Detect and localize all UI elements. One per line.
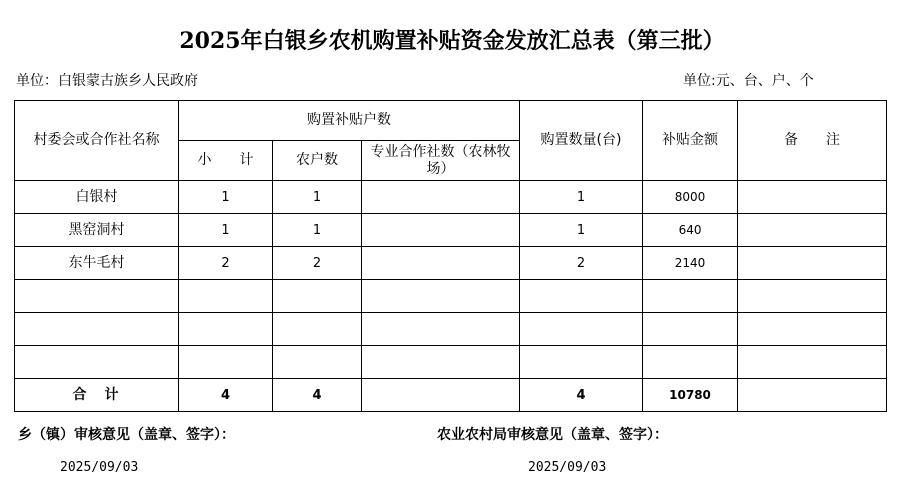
- cell-subtotal: [179, 346, 273, 379]
- total-coop: [362, 379, 520, 412]
- cell-amount: 640: [643, 214, 738, 247]
- table-row: [15, 313, 887, 346]
- cell-subtotal: 1: [179, 214, 273, 247]
- total-amount: 10780: [643, 379, 738, 412]
- header-subtotal: 小 计: [179, 141, 273, 181]
- total-label: 合 计: [15, 379, 179, 412]
- cell-amount: [643, 346, 738, 379]
- cell-coop: [362, 313, 520, 346]
- total-subtotal: 4: [179, 379, 273, 412]
- cell-qty: 2: [520, 247, 643, 280]
- header-quantity: 购置数量(台): [520, 101, 643, 181]
- cell-name: 黑窑洞村: [15, 214, 179, 247]
- header-name: 村委会或合作社名称: [15, 101, 179, 181]
- cell-amount: [643, 280, 738, 313]
- cell-remark: [738, 346, 887, 379]
- cell-coop: [362, 346, 520, 379]
- cell-coop: [362, 247, 520, 280]
- cell-remark: [738, 280, 887, 313]
- cell-amount: [643, 313, 738, 346]
- total-remark: [738, 379, 887, 412]
- cell-farmers: 1: [273, 214, 362, 247]
- cell-qty: 1: [520, 181, 643, 214]
- cell-remark: [738, 181, 887, 214]
- township-review-label: 乡（镇）审核意见（盖章、签字）：: [18, 427, 235, 443]
- cell-name: [15, 346, 179, 379]
- cell-name: 白银村: [15, 181, 179, 214]
- page-title: 2025年白银乡农机购置补贴资金发放汇总表（第三批）: [179, 28, 725, 54]
- cell-name: [15, 280, 179, 313]
- cell-qty: [520, 346, 643, 379]
- cell-remark: [738, 247, 887, 280]
- table-row: [15, 247, 887, 280]
- unit-label-left: 单位：白银蒙古族乡人民政府: [16, 73, 198, 89]
- cell-coop: [362, 181, 520, 214]
- cell-subtotal: 1: [179, 181, 273, 214]
- table-row: [15, 280, 887, 313]
- cell-qty: [520, 313, 643, 346]
- agri-bureau-date: 2025/09/03: [528, 460, 607, 475]
- table-row: [15, 214, 887, 247]
- cell-farmers: [273, 313, 362, 346]
- header-farmers: 农户数: [273, 141, 362, 181]
- township-date: 2025/09/03: [60, 460, 139, 475]
- cell-qty: [520, 280, 643, 313]
- total-qty: 4: [520, 379, 643, 412]
- table-row: [15, 346, 887, 379]
- cell-remark: [738, 214, 887, 247]
- cell-coop: [362, 214, 520, 247]
- unit-label-right: 单位:元、台、户、个: [683, 73, 814, 89]
- header-cooperatives: 专业合作社数（农林牧场）: [362, 141, 520, 181]
- cell-qty: 1: [520, 214, 643, 247]
- cell-subtotal: [179, 313, 273, 346]
- cell-subtotal: 2: [179, 247, 273, 280]
- header-row-1: [15, 101, 887, 141]
- header-amount: 补贴金额: [643, 101, 738, 181]
- cell-farmers: 1: [273, 181, 362, 214]
- cell-subtotal: [179, 280, 273, 313]
- cell-remark: [738, 313, 887, 346]
- subsidy-table: [14, 100, 887, 412]
- cell-amount: 8000: [643, 181, 738, 214]
- header-subsidy-households: 购置补贴户数: [179, 101, 520, 141]
- total-row: [15, 379, 887, 412]
- header-remark: 备 注: [738, 101, 887, 181]
- table-row: [15, 181, 887, 214]
- cell-amount: 2140: [643, 247, 738, 280]
- cell-farmers: 2: [273, 247, 362, 280]
- total-farmers: 4: [273, 379, 362, 412]
- cell-farmers: [273, 280, 362, 313]
- agri-bureau-review-label: 农业农村局审核意见（盖章、签字）：: [437, 427, 668, 443]
- cell-name: [15, 313, 179, 346]
- cell-farmers: [273, 346, 362, 379]
- cell-name: 东牛毛村: [15, 247, 179, 280]
- cell-coop: [362, 280, 520, 313]
